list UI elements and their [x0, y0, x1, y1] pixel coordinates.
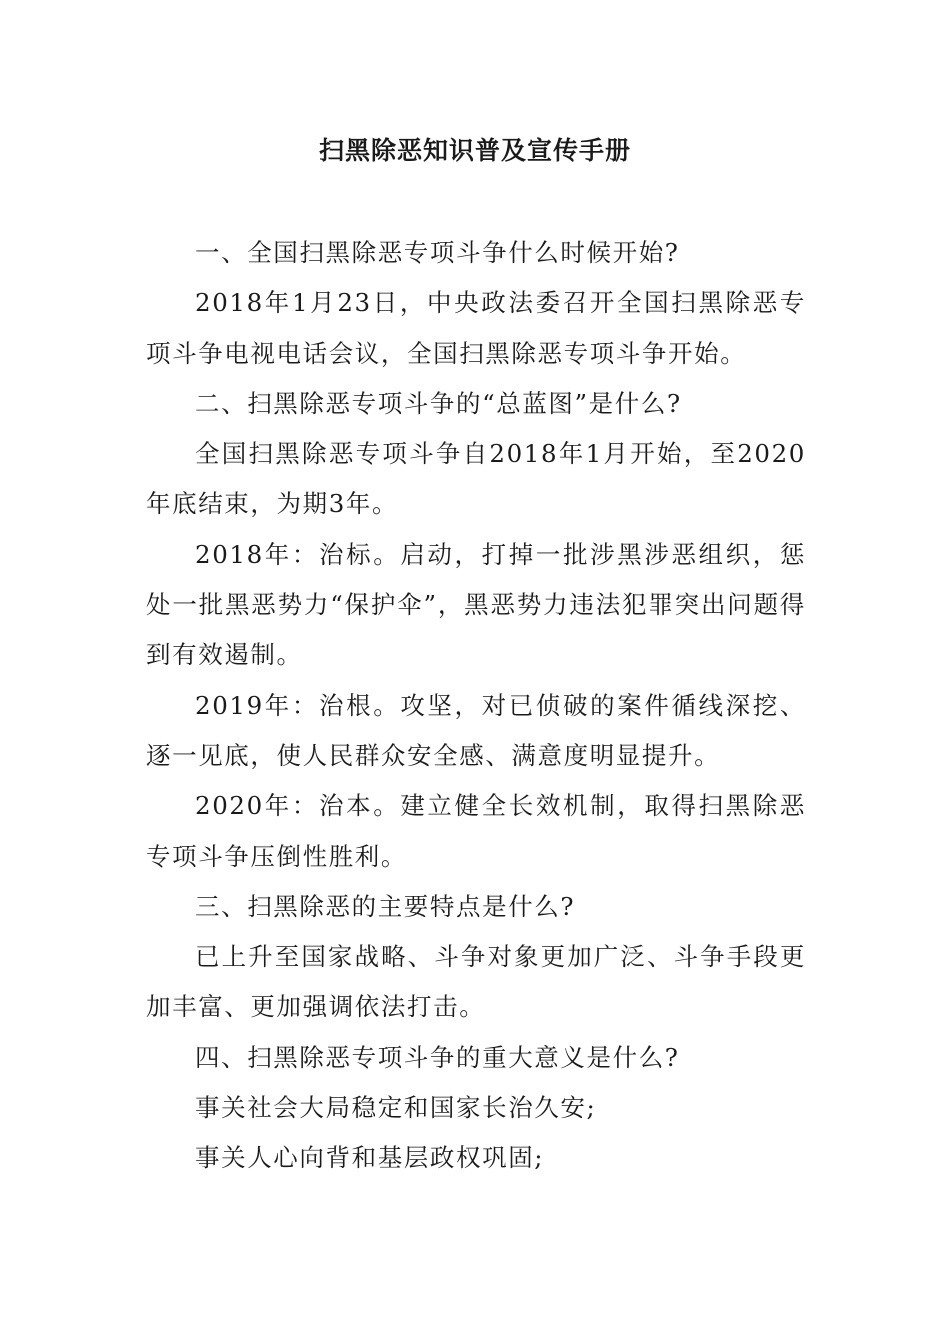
question-3: 三、扫黑除恶的主要特点是什么? [195, 891, 576, 921]
answer-2-year-2018: 2018年：治标。启动，打掉一批涉黑涉恶组织，惩处一批黑恶势力“保护伞”，黑恶势力违法犯罪突出问题得到有效遏制。 [146, 539, 806, 670]
answer-4-item-1: 事关社会大局稳定和国家长治久安; [195, 1093, 597, 1123]
document-body [146, 228, 806, 1184]
answer-4-item-2: 事关人心向背和基层政权巩固; [195, 1143, 545, 1173]
question-2: 二、扫黑除恶专项斗争的“总蓝图”是什么? [195, 388, 682, 418]
answer-2-year-2019: 2019年：治根。攻坚，对已侦破的案件循线深挖、逐一见底，使人民群众安全感、满意度明显提升。 [146, 690, 806, 770]
document-title: 扫黑除恶知识普及宣传手册 [318, 136, 631, 165]
answer-1: 2018年1月23日，中央政法委召开全国扫黑除恶专项斗争电视电话会议，全国扫黑除恶专项斗争开始。 [146, 288, 806, 368]
answer-2-year-2020: 2020年：治本。建立健全长效机制，取得扫黑除恶专项斗争压倒性胜利。 [146, 791, 806, 871]
question-4: 四、扫黑除恶专项斗争的重大意义是什么? [195, 1042, 680, 1072]
question-1: 一、全国扫黑除恶专项斗争什么时候开始? [195, 238, 680, 267]
answer-2: 全国扫黑除恶专项斗争自2018年1月开始，至2020年底结束，为期3年。 [146, 439, 806, 519]
answer-3: 已上升至国家战略、斗争对象更加广泛、斗争手段更加丰富、更加强调依法打击。 [146, 942, 806, 1022]
